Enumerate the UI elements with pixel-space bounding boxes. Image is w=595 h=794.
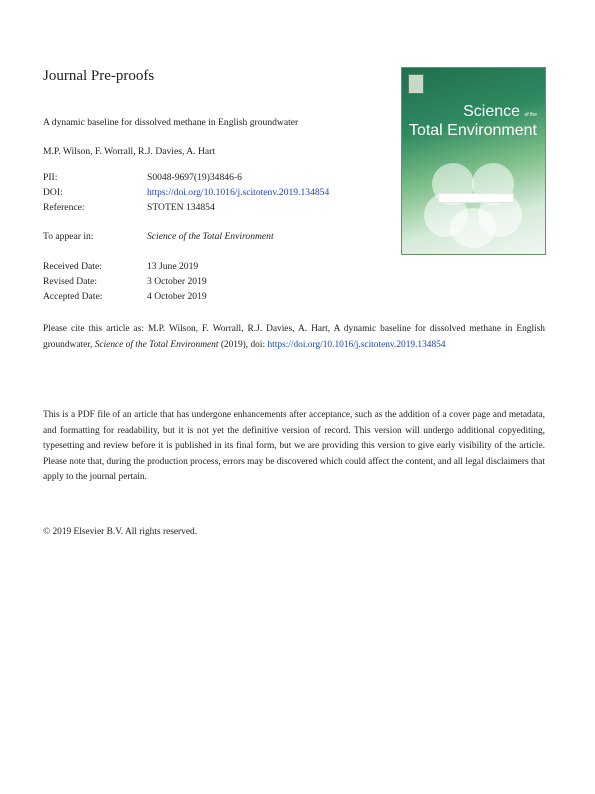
cover-label-bar	[438, 193, 514, 203]
citation-doi-link[interactable]: https://doi.org/10.1016/j.scitotenv.2019.134854	[267, 339, 446, 350]
cover-title	[409, 104, 537, 139]
cover-title-line1: Science	[463, 103, 521, 120]
citation-middle: (2019), doi:	[220, 339, 266, 350]
article-authors: M.P. Wilson, F. Worrall, R.J. Davies, A. Hart	[43, 146, 216, 157]
revised-date: 3 October 2019	[147, 276, 207, 287]
reference-label: Reference:	[43, 202, 85, 213]
citation-prefix: Please cite this article as: M.P. Wilson, F. Worrall, R.J. Davies, A. Hart, A dynamic baseline for dissolved methane in English groundwater,	[43, 324, 545, 350]
accepted-label: Accepted Date:	[43, 291, 103, 302]
received-label: Received Date:	[43, 261, 102, 272]
cover-title-suffix: of the	[524, 112, 537, 118]
received-date: 13 June 2019	[147, 261, 199, 272]
copyright-notice: © 2019 Elsevier B.V. All rights reserved.	[43, 527, 198, 537]
journal-cover-image	[401, 67, 546, 255]
cover-title-line2: Total Environment	[408, 122, 537, 139]
revised-label: Revised Date:	[43, 276, 98, 287]
doi-label: DOI:	[43, 187, 63, 198]
doi-link[interactable]: https://doi.org/10.1016/j.scitotenv.2019.134854	[147, 187, 330, 198]
pii-label: PII:	[43, 172, 58, 183]
elsevier-logo-icon	[408, 74, 424, 94]
cover-bubble	[450, 208, 496, 248]
reference-value: STOTEN 134854	[147, 202, 215, 213]
citation-journal: Science of the Total Environment	[94, 339, 219, 350]
appear-label: To appear in:	[43, 231, 94, 242]
page-title: Journal Pre-proofs	[43, 68, 155, 84]
article-title: A dynamic baseline for dissolved methane in English groundwater	[43, 117, 299, 128]
accepted-date: 4 October 2019	[147, 291, 207, 302]
appear-journal: Science of the Total Environment	[147, 231, 274, 242]
citation-paragraph	[43, 322, 545, 353]
notice-paragraph: This is a PDF file of an article that has undergone enhancements after acceptance, such as the addition of a cover page and metadata, and formatting for readability, but it is not yet the definitive version of record. This version will undergo additional copyediting, typesetting and review before it is published in its final form, but we are providing this version to give early visibility of the article. Please note that, during the production process, errors may be discovered which could affect the content, and all legal disclaimers that apply to the journal pertain.	[43, 410, 546, 482]
pii-value: S0048-9697(19)34846-6	[147, 172, 242, 183]
